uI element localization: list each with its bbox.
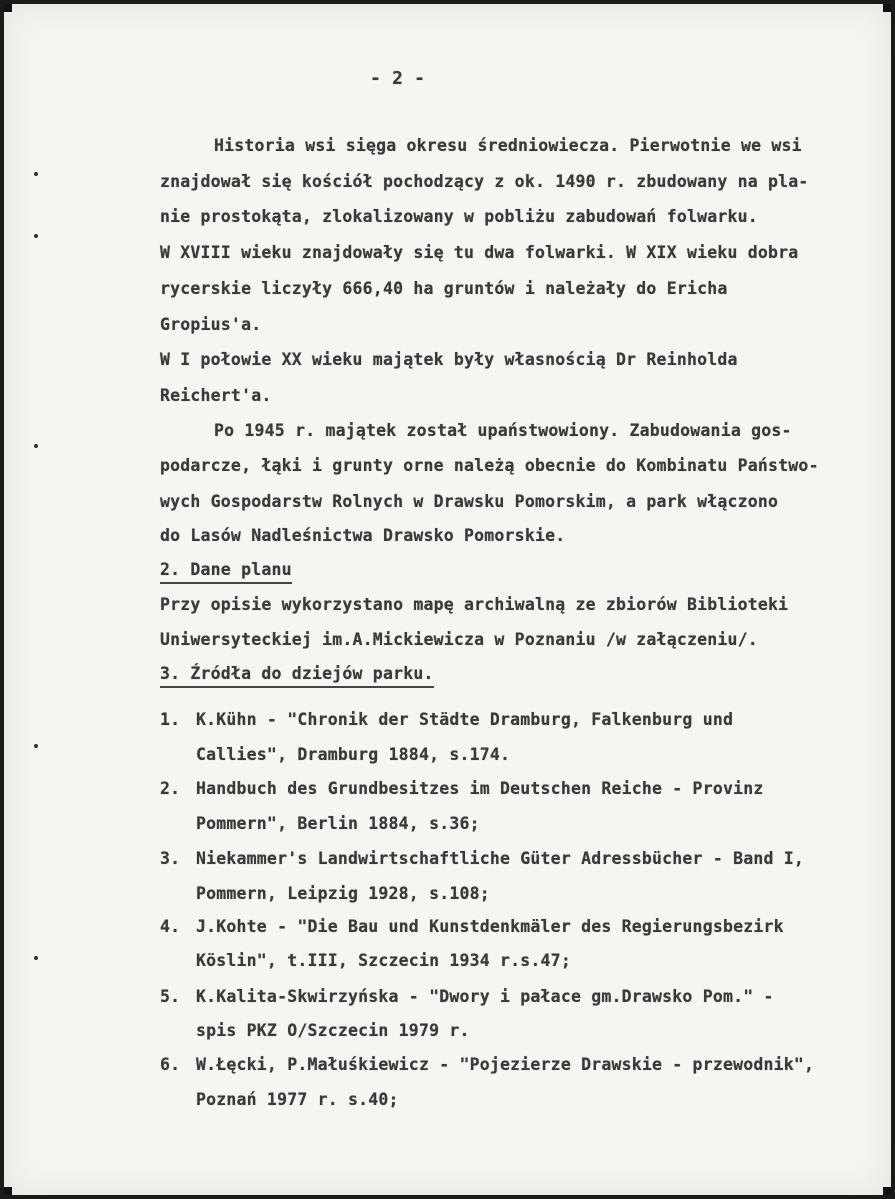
scan-corner-mark	[4, 4, 12, 12]
source-number: 2.	[160, 779, 181, 798]
text-line: do Lasów Nadleśnictwa Drawsko Pomorskie.	[160, 526, 566, 545]
source-line: Poznań 1977 r. s.40;	[196, 1090, 399, 1109]
margin-mark	[34, 744, 38, 748]
source-line: K.Kalita-Skwirzyńska - "Dwory i pałace gm.Drawsko Pom." -	[196, 987, 774, 1006]
margin-mark	[34, 444, 38, 448]
source-number: 3.	[160, 849, 181, 868]
source-line: Handbuch des Grundbesitzes im Deutschen Reiche - Provinz	[196, 779, 764, 798]
source-line: W.Łęcki, P.Małuśkiewicz - "Pojezierze Drawskie - przewodnik",	[196, 1055, 815, 1074]
margin-mark	[34, 956, 38, 960]
text-line: podarcze, łąki i grunty orne należą obecnie do Kombinatu Państwo-	[160, 456, 819, 475]
text-line: znajdował się kościół pochodzący z ok. 1490 r. zbudowany na pla-	[160, 172, 809, 191]
source-number: 1.	[160, 710, 181, 729]
page-number: - 2 -	[370, 68, 426, 89]
scan-corner-mark	[883, 1187, 891, 1195]
section-2-heading: 2. Dane planu	[160, 560, 292, 584]
source-number: 4.	[160, 917, 181, 936]
document-page	[4, 4, 891, 1195]
text-line: Reichert'a.	[160, 386, 272, 405]
source-line: Callies", Dramburg 1884, s.174.	[196, 745, 511, 764]
text-line: Przy opisie wykorzystano mapę archiwalną ze zbiorów Biblioteki	[160, 595, 789, 614]
text-line: W XVIII wieku znajdowały się tu dwa folwarki. W XIX wieku dobra	[160, 243, 799, 262]
text-line: nie prostokąta, zlokalizowany w pobliżu zabudowań folwarku.	[160, 207, 758, 226]
source-number: 5.	[160, 987, 181, 1006]
source-line: Pommern, Leipzig 1928, s.108;	[196, 884, 490, 903]
scan-corner-mark	[4, 1187, 12, 1195]
source-line: spis PKZ O/Szczecin 1979 r.	[196, 1021, 470, 1040]
source-line: Köslin", t.III, Szczecin 1934 r.s.47;	[196, 951, 571, 970]
scan-corner-mark	[883, 4, 891, 12]
text-line: W I połowie XX wieku majątek były własnością Dr Reinholda	[160, 350, 738, 369]
source-line: Niekammer's Landwirtschaftliche Güter Adressbücher - Band I,	[196, 849, 805, 868]
margin-mark	[34, 172, 38, 176]
text-line: wych Gospodarstw Rolnych w Drawsku Pomorskim, a park włączono	[160, 492, 779, 511]
source-line: J.Kohte - "Die Bau und Kunstdenkmäler des Regierungsbezirk	[196, 917, 784, 936]
source-line: K.Kühn - "Chronik der Städte Dramburg, Falkenburg und	[196, 710, 734, 729]
margin-mark	[34, 234, 38, 238]
text-line: Gropius'a.	[160, 315, 262, 334]
text-line: Po 1945 r. majątek został upaństwowiony. Zabudowania gos-	[214, 421, 792, 440]
source-number: 6.	[160, 1055, 181, 1074]
text-line: Uniwersyteckiej im.A.Mickiewicza w Poznaniu /w załączeniu/.	[160, 630, 758, 649]
source-line: Pommern", Berlin 1884, s.36;	[196, 814, 480, 833]
text-line: Historia wsi sięga okresu średniowiecza. Pierwotnie we wsi	[214, 136, 802, 155]
section-3-heading: 3. Źródła do dziejów parku.	[160, 664, 434, 688]
text-line: rycerskie liczyły 666,40 ha gruntów i należały do Ericha	[160, 279, 728, 298]
